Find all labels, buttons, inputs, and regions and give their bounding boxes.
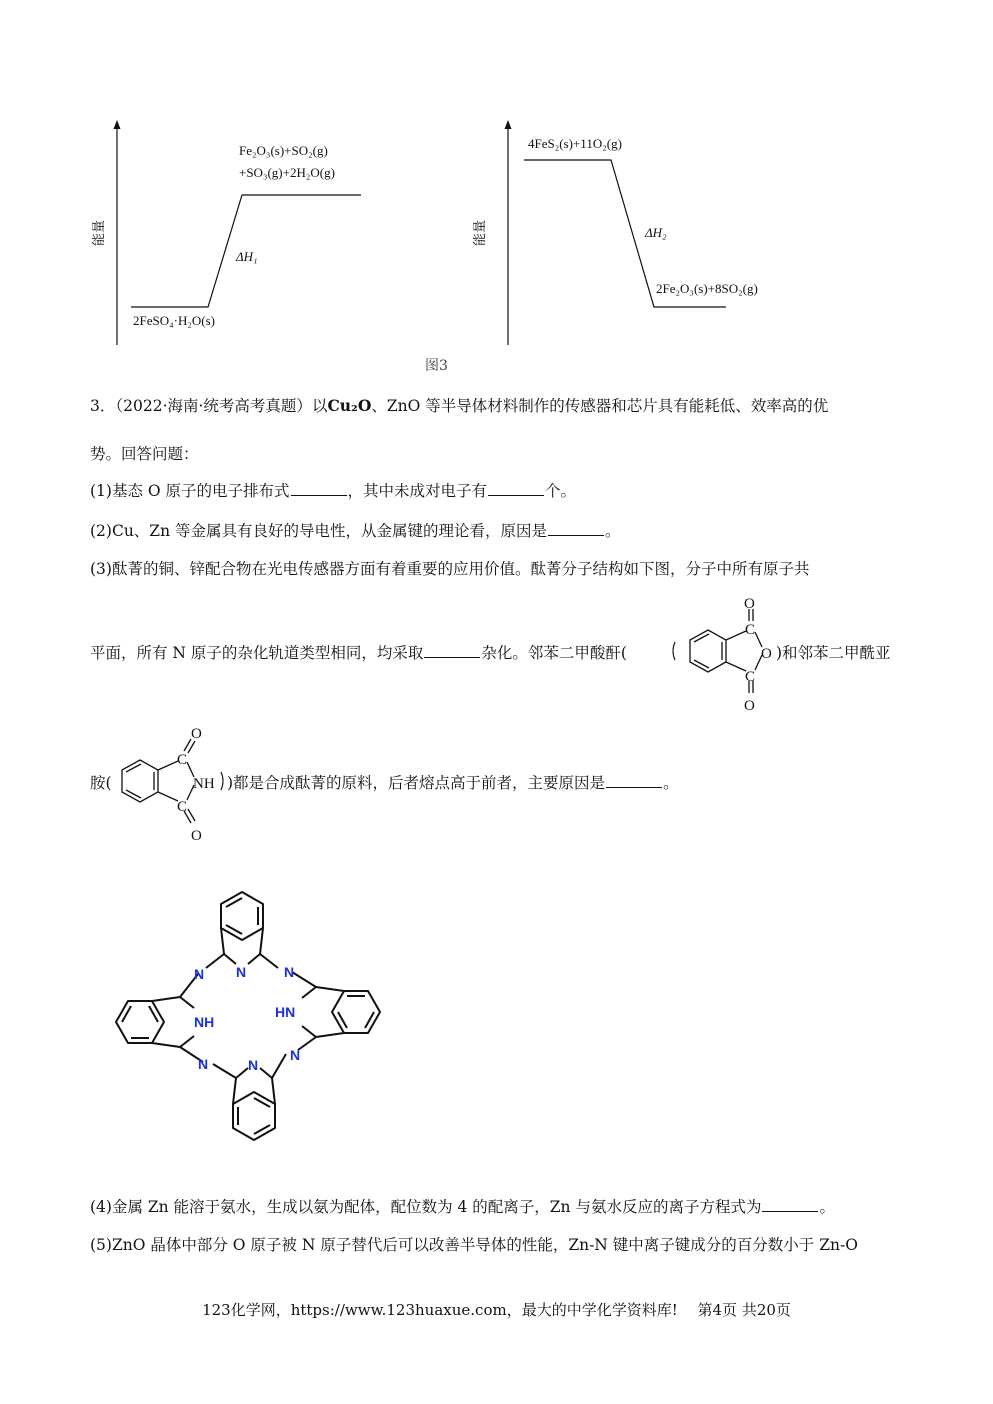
q1-text-a: (1)基态 O 原子的电子排布式	[90, 482, 290, 500]
energy-diagram-left	[91, 115, 395, 355]
q3-text-f: 。	[663, 774, 679, 792]
atom-o-ring: O	[761, 646, 772, 662]
subquestion-3-line1: (3)酞菁的铜、锌配合物在光电传感器方面有着重要的应用价值。酞菁分子结构如下图，分子中所有原子共	[90, 560, 810, 578]
atom-n-bridge-lower-right: N	[290, 1047, 301, 1063]
q3-text-b: 杂化。邻苯二甲酸酐(	[481, 644, 627, 662]
atom-n-bridge-upper-right: N	[284, 964, 295, 980]
delta-h2-label: ΔH₂	[645, 225, 667, 240]
question-intro-line2: 势。回答问题：	[90, 445, 199, 463]
q1-text-c: 个。	[545, 482, 577, 500]
energy-diagram-right	[470, 115, 790, 355]
atom-hn-right: HN	[275, 1004, 296, 1020]
atom-c-bottom: C	[745, 669, 756, 685]
atom-o-bottom: O	[191, 828, 202, 844]
q3-text-e: )都是合成酞菁的原料，后者熔点高于前者，主要原因是	[227, 774, 606, 792]
answer-blank-3[interactable]	[548, 521, 604, 536]
phthalocyanine-structure	[108, 884, 388, 1148]
delta-h1-label: ΔH₁	[236, 249, 258, 264]
q2-text-b: 。	[604, 522, 621, 540]
atom-n-bottom-inner: N	[248, 1057, 259, 1073]
phthalimide-structure	[104, 722, 234, 847]
subquestion-2	[90, 521, 621, 541]
bottom-label: 2Fe₂O₃(s)+8SO₂(g)	[656, 281, 758, 296]
atom-n-bridge-upper-left: N	[194, 966, 205, 982]
atom-o-bottom: O	[744, 698, 755, 714]
subquestion-3-line2	[90, 643, 627, 663]
atom-n-bridge-lower-left: N	[198, 1056, 209, 1072]
page-footer: 123化学网，https://www.123huaxue.com，最大的中学化学资料库! 第4页 共20页	[202, 1301, 791, 1319]
atom-o-top: O	[744, 596, 755, 612]
atom-c-bottom: C	[177, 799, 188, 815]
atom-nh: NH	[193, 776, 215, 792]
atom-n-top-inner: N	[236, 964, 247, 980]
phthalic-anhydride-structure	[672, 592, 782, 717]
question-number: 3．	[90, 397, 116, 415]
atom-c-top: C	[177, 752, 188, 768]
cu2o-formula: Cu₂O	[327, 396, 372, 415]
q2-text-a: (2)Cu、Zn 等金属具有良好的导电性，从金属键的理论看，原因是	[90, 522, 547, 540]
q4-text-a: (4)金属 Zn 能溶于氨水，生成以氨为配体，配位数为 4 的配离子，Zn 与氨水反应的离子方程式为	[90, 1198, 762, 1216]
answer-blank-5[interactable]	[606, 773, 662, 788]
top-label: 4FeS₂(s)+11O₂(g)	[528, 136, 622, 151]
top-label-line1: Fe₂O₃(s)+SO₂(g)	[239, 143, 328, 158]
answer-blank-4[interactable]	[424, 643, 480, 658]
figure-caption: 图3	[425, 358, 448, 374]
subquestion-1	[90, 481, 576, 501]
atom-c-top: C	[745, 622, 756, 638]
intro-text-b: 、ZnO 等半导体材料制作的传感器和芯片具有能耗低、效率高的优	[371, 397, 829, 415]
answer-blank-2[interactable]	[488, 481, 544, 496]
subquestion-3-line2-end: )和邻苯二甲酰亚	[776, 644, 891, 662]
question-intro-line1	[90, 396, 828, 416]
atom-nh-left: NH	[194, 1014, 215, 1030]
subquestion-5: (5)ZnO 晶体中部分 O 原子被 N 原子替代后可以改善半导体的性能，Zn-N 键中离子键成分的百分数小于 Zn-O	[90, 1236, 858, 1254]
q1-text-b: ，其中未成对电子有	[347, 482, 488, 500]
top-label-line2: +SO₃(g)+2H₂O(g)	[239, 165, 335, 180]
subquestion-4	[90, 1197, 835, 1217]
atom-o-top: O	[191, 726, 202, 742]
subquestion-3-line3-start: 胺(	[90, 774, 112, 792]
y-axis-label: 能量	[472, 219, 487, 247]
answer-blank-6[interactable]	[762, 1197, 818, 1212]
intro-text-a: 以	[311, 397, 328, 415]
answer-blank-1[interactable]	[291, 481, 347, 496]
y-axis-label: 能量	[91, 219, 106, 247]
q4-text-b: 。	[819, 1198, 835, 1216]
question-source: （2022·海南·统考高考真题）	[115, 397, 312, 415]
bottom-label: 2FeSO₄·H₂O(s)	[133, 313, 216, 328]
subquestion-3-line3	[227, 773, 679, 793]
q3-text-a: 平面，所有 N 原子的杂化轨道类型相同，均采取	[90, 644, 424, 662]
